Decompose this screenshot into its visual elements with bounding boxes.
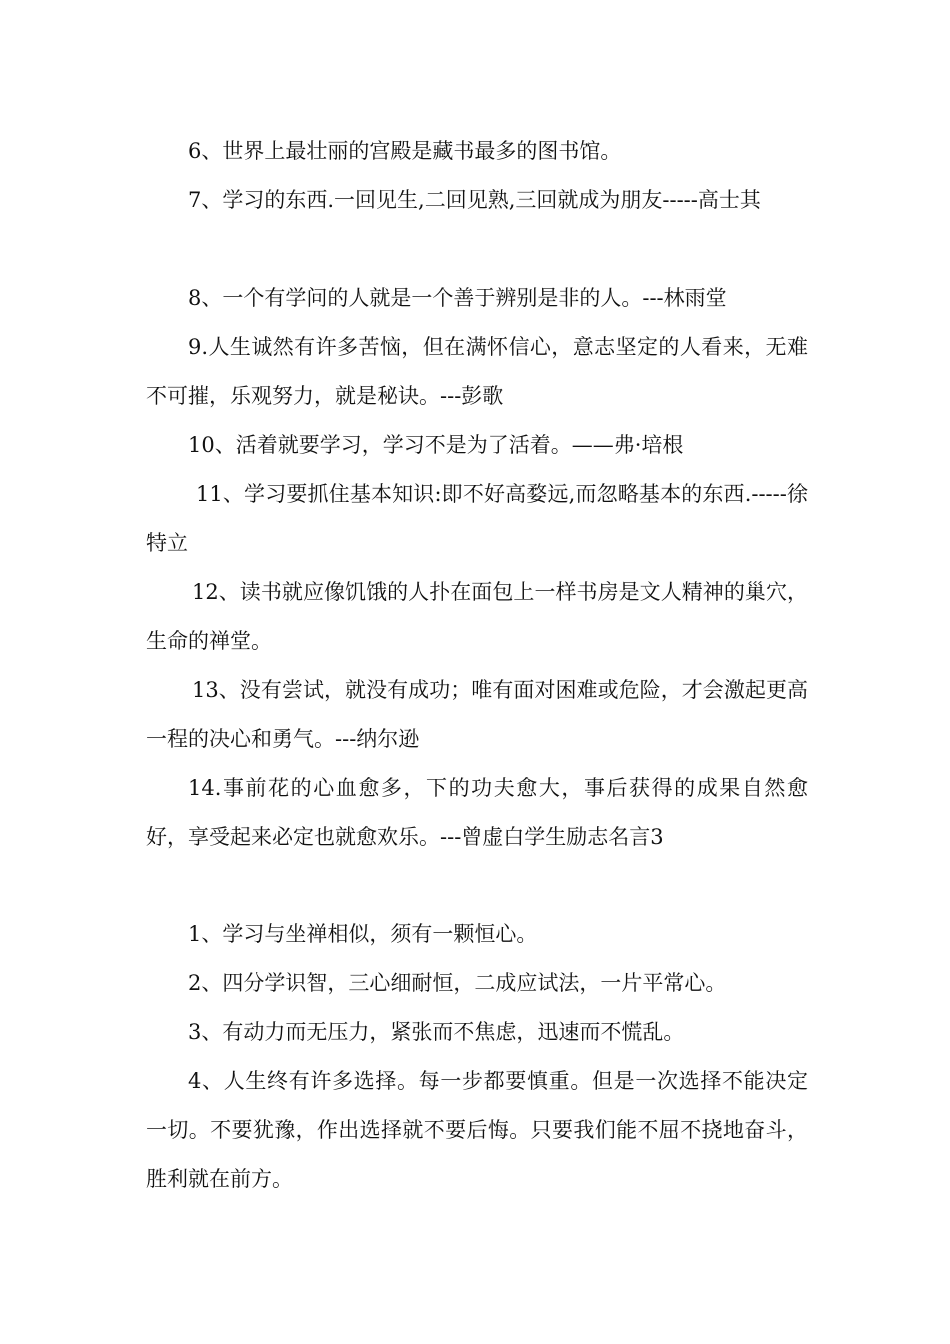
quote-paragraph-12: 12、读书就应像饥饿的人扑在面包上一样书房是文人精神的巢穴，生命的禅堂。 <box>146 580 808 653</box>
quote-paragraph-8: 8、一个有学问的人就是一个善于辨别是非的人。---林雨堂 <box>188 286 727 310</box>
motto-paragraph-3: 3、有动力而无压力，紧张而不焦虑，迅速而不慌乱。 <box>188 1020 685 1044</box>
quote-paragraph-7: 7、学习的东西.一回见生,二回见熟,三回就成为朋友-----高士其 <box>188 188 761 212</box>
quote-paragraph-13: 13、没有尝试，就没有成功；唯有面对困难或危险，才会激起更高一程的决心和勇气。---纳尔逊 <box>146 678 808 751</box>
quote-paragraph-14: 14.事前花的心血愈多，下的功夫愈大，事后获得的成果自然愈好，享受起来必定也就愈欢乐。---曾虚白学生励志名言3 <box>146 776 808 849</box>
motto-paragraph-2: 2、四分学识智，三心细耐恒，二成应试法，一片平常心。 <box>188 971 727 995</box>
quote-paragraph-11: 11、学习要抓住基本知识:即不好高婺远,而忽略基本的东西.-----徐特立 <box>146 482 808 555</box>
quote-paragraph-6: 6、世界上最壮丽的宫殿是藏书最多的图书馆。 <box>188 139 622 163</box>
motto-paragraph-4: 4、人生终有许多选择。每一步都要慎重。但是一次选择不能决定一切。不要犹豫，作出选择就不要后悔。只要我们能不屈不挠地奋斗，胜利就在前方。 <box>146 1069 808 1191</box>
motto-paragraph-1: 1、学习与坐禅相似，须有一颗恒心。 <box>188 922 538 946</box>
quote-paragraph-9: 9.人生诚然有许多苦恼，但在满怀信心，意志坚定的人看来，无难不可摧，乐观努力，就是秘诀。---彭歌 <box>146 335 808 408</box>
quote-paragraph-10: 10、活着就要学习，学习不是为了活着。——弗·培根 <box>188 433 684 457</box>
